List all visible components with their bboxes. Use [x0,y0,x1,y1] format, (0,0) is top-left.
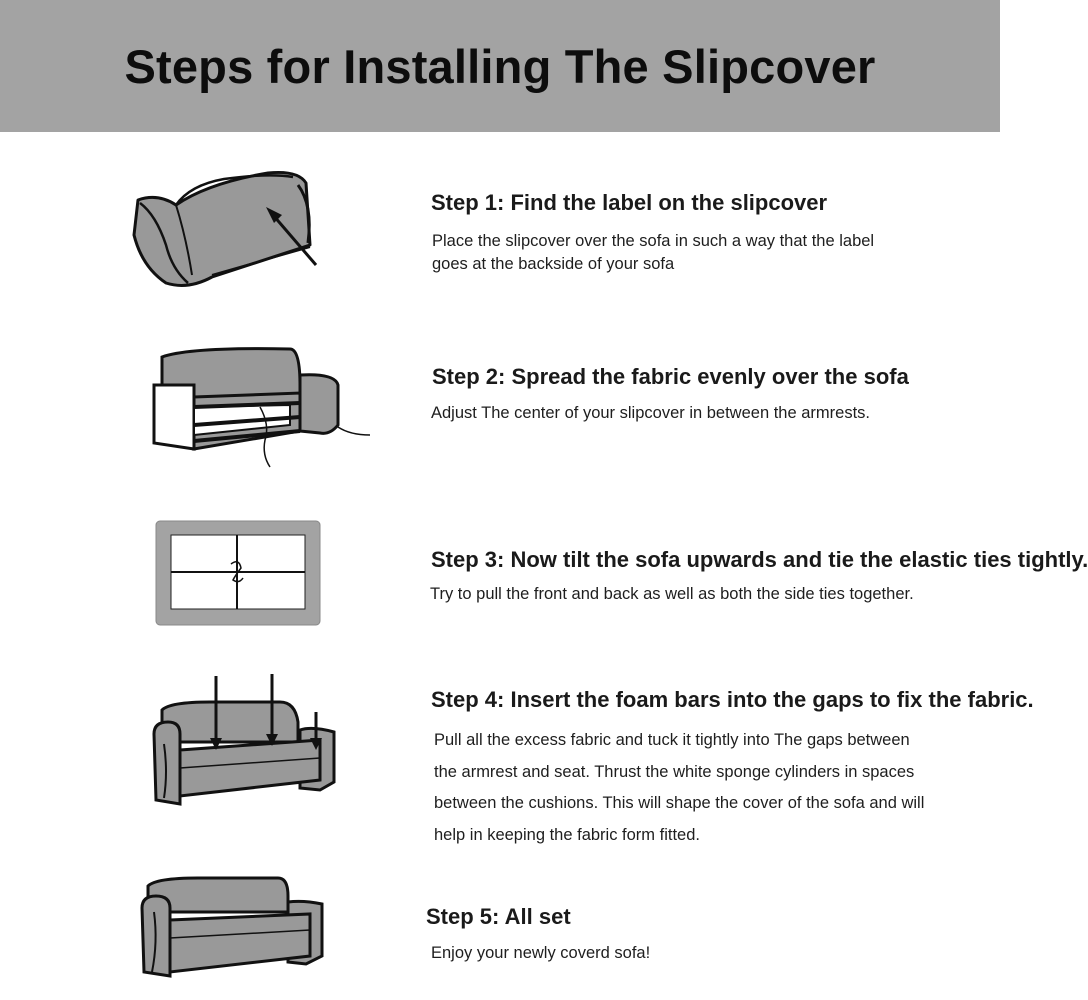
step-1-description [432,230,874,276]
sofa-bottom-ties-icon [155,520,321,627]
sofa-spread-fabric-icon [150,345,375,470]
step-2-description [431,402,870,425]
step-4-description [434,725,924,851]
step-2-title: Step 2: Spread the fabric evenly over the sofa [432,364,909,389]
step-3-description [430,583,914,606]
step-5-desc-line: Enjoy your newly coverd sofa! [431,944,651,962]
step-3-title: Step 3: Now tilt the sofa upwards and tie the elastic ties tightly. [431,547,1088,572]
sofa-finished-icon [138,872,328,982]
step-5-title: Step 5: All set [426,904,571,929]
step-5-description [431,942,650,965]
step-4-desc-line: Pull all the excess fabric and tuck it tightly into The gaps between [434,731,910,749]
step-4-desc-line: help in keeping the fabric form fitted. [434,825,700,844]
sofa-side-label-icon [128,165,328,295]
step-4-desc-line: between the cushions. This will shape the cover of the sofa and will [434,794,925,812]
step-1-desc-line: Place the slipcover over the sofa in such a way that the label [432,232,875,250]
step-1-desc-line: goes at the backside of your sofa [432,255,675,273]
sofa-foam-bars-icon [150,672,340,808]
step-4-desc-line: the armrest and seat. Thrust the white sponge cylinders in spaces [434,762,915,781]
step-3-desc-line: Try to pull the front and back as well as both the side ties together. [430,585,914,603]
step-4-title: Step 4: Insert the foam bars into the gaps to fix the fabric. [431,687,1034,712]
step-2-desc-line: Adjust The center of your slipcover in between the armrests. [431,404,870,422]
header-banner [0,0,1000,132]
page-title: Steps for Installing The Slipcover [124,39,876,93]
step-1-title: Step 1: Find the label on the slipcover [431,190,828,215]
